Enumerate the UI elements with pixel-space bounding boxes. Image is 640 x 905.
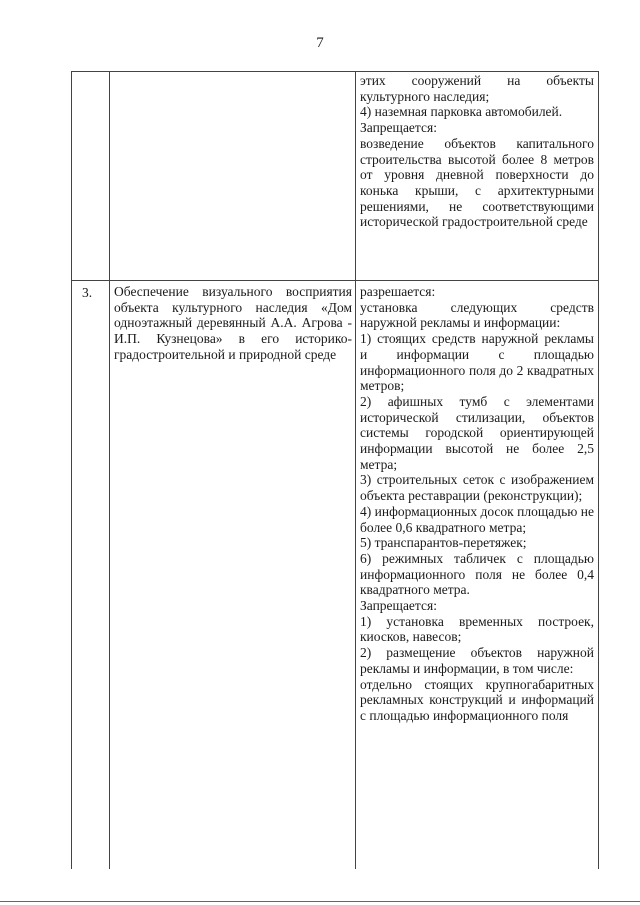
regulation-line: возведение объектов капитального строительства высотой более 8 метров от уровня дневной поверхности до конька крыши, с архитектурными решениями, не соответствующими исторической градостроительной среде [360,135,594,230]
regulation-line: 5) транспарантов-перетяжек; [360,535,527,551]
regulation-line: 1) стоящих средств наружной рекламы и информации с площадью информационного поля до 2 квадратных метров; [360,331,594,394]
regulation-line: 2) афишных тумб с элементами исторической стилизации, объектов системы городской ориентирующей информации высотой не более 2,5 метра; [360,393,594,472]
regulation-line: отдельно стоящих крупногабаритных рекламных конструкций и информаций с площадью информационного поля [360,676,594,723]
regulation-line: Запрещается: [360,598,437,614]
regulation-line: 1) установка временных построек, киосков, навесов; [360,613,594,645]
page-number: 7 [316,35,324,51]
scan-bottom-edge [0,901,640,902]
column-divider-number [109,71,110,869]
regulation-line: 4) информационных досок площадью не более 0,6 квадратного метра; [360,503,594,535]
row-number: 3. [82,285,93,300]
regulation-line: 4) наземная парковка автомобилей. [360,104,563,120]
row-divider [71,280,598,281]
continuation-row-regulations [360,73,594,230]
object-text: Обеспечение визуального восприятия объекта культурного наследия «Дом одноэтажный деревянный А.А. Агрова - И.П. Кузнецова» в его историко-градостроительной и природной среде [114,284,352,362]
table-top-border [71,71,598,72]
regulation-line: Запрещается: [360,120,437,136]
protected-object-description [114,284,352,363]
regulation-line: 2) размещение объектов наружной рекламы и информации, в том числе: [360,645,594,676]
table-right-border [598,71,599,869]
table-left-border [71,71,72,869]
row3-regulations [360,284,594,724]
regulation-line: 6) режимных табличек с площадью информационного поля не более 0,4 квадратного метра. [360,550,594,598]
regulation-line: этих сооружений на объекты культурного наследия; [360,73,594,104]
column-divider-description [355,71,356,869]
regulation-line: 3) строительных сеток с изображением объекта реставрации (реконструкции); [360,472,594,504]
regulation-line: установка следующих средств наружной рекламы и информации: [360,299,594,331]
regulation-line: разрешается: [360,284,436,299]
